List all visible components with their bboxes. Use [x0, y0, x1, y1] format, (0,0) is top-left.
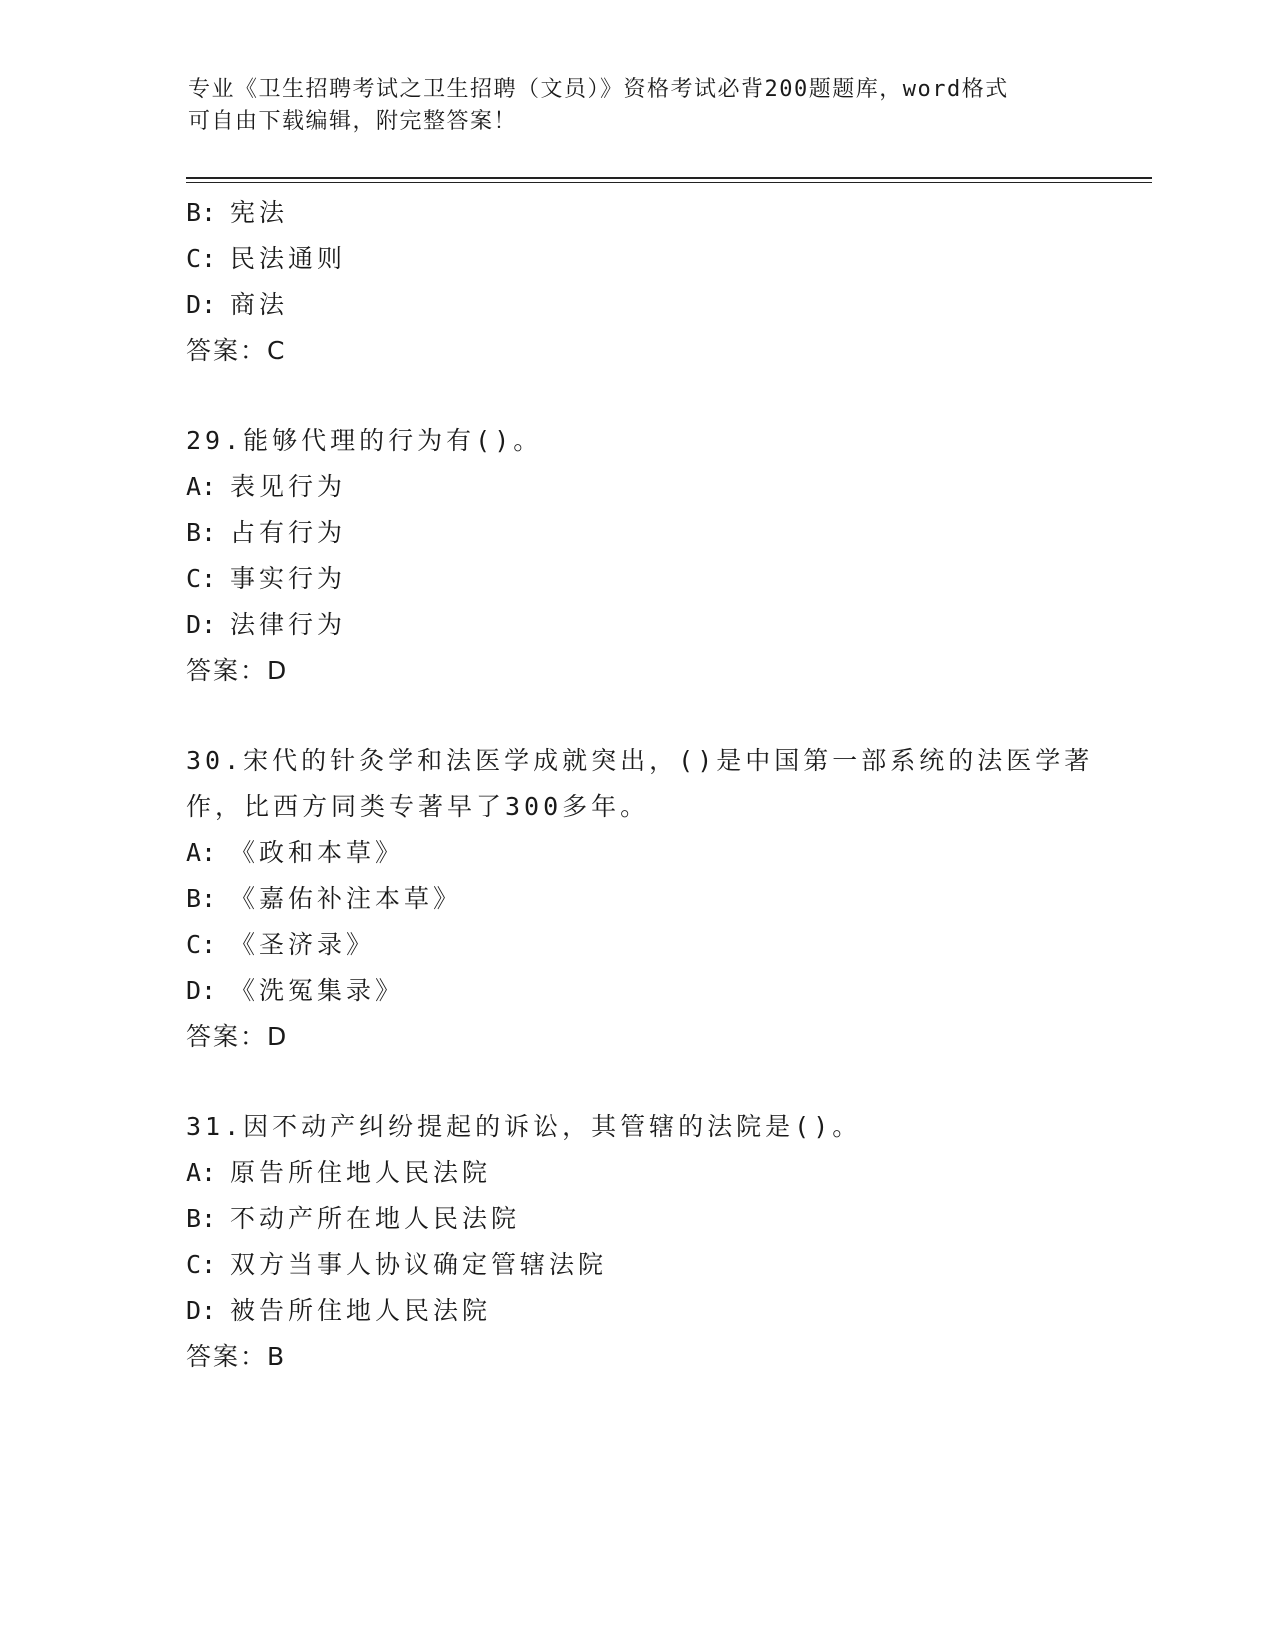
option-b: B: 占有行为 [186, 518, 347, 547]
document-header [188, 74, 1068, 138]
option-b: B: 不动产所在地人民法院 [186, 1204, 521, 1233]
answer-line: 答案：D [186, 1022, 289, 1051]
option-d: D: 《洗冤集录》 [186, 976, 405, 1005]
option-c: C: 双方当事人协议确定管辖法院 [186, 1250, 608, 1279]
option-d: D: 被告所住地人民法院 [186, 1296, 492, 1325]
question-text: 31.因不动产纠纷提起的诉讼，其管辖的法院是()。 [186, 1112, 862, 1141]
question-carryover [186, 190, 1106, 374]
option-a: A: 原告所住地人民法院 [186, 1158, 492, 1187]
question-30 [186, 738, 1106, 1060]
question-text: 29.能够代理的行为有()。 [186, 426, 543, 455]
option-d: D: 商法 [186, 290, 289, 319]
option-a: A: 《政和本草》 [186, 838, 405, 867]
question-31 [186, 1104, 1106, 1380]
option-c: C: 事实行为 [186, 564, 347, 593]
option-d: D: 法律行为 [186, 610, 347, 639]
question-text-line-1: 30.宋代的针灸学和法医学成就突出，()是中国第一部系统的法医学著 [186, 746, 1094, 775]
option-b: B: 《嘉佑补注本草》 [186, 884, 463, 913]
option-b: B: 宪法 [186, 198, 289, 227]
answer-line: 答案：D [186, 656, 289, 685]
question-29 [186, 418, 1106, 694]
answer-line: 答案：C [186, 336, 287, 365]
option-c: C: 民法通则 [186, 244, 347, 273]
option-a: A: 表见行为 [186, 472, 347, 501]
header-title-line-2: 可自由下载编辑，附完整答案！ [188, 109, 518, 134]
question-list [186, 190, 1106, 1380]
header-divider [186, 177, 1152, 183]
question-text-line-2: 作，比西方同类专著早了300多年。 [186, 792, 650, 821]
header-title-line-1: 专业《卫生招聘考试之卫生招聘（文员）》资格考试必背200题题库，word格式 [188, 77, 1009, 102]
option-c: C: 《圣济录》 [186, 930, 376, 959]
answer-line: 答案：B [186, 1342, 287, 1371]
